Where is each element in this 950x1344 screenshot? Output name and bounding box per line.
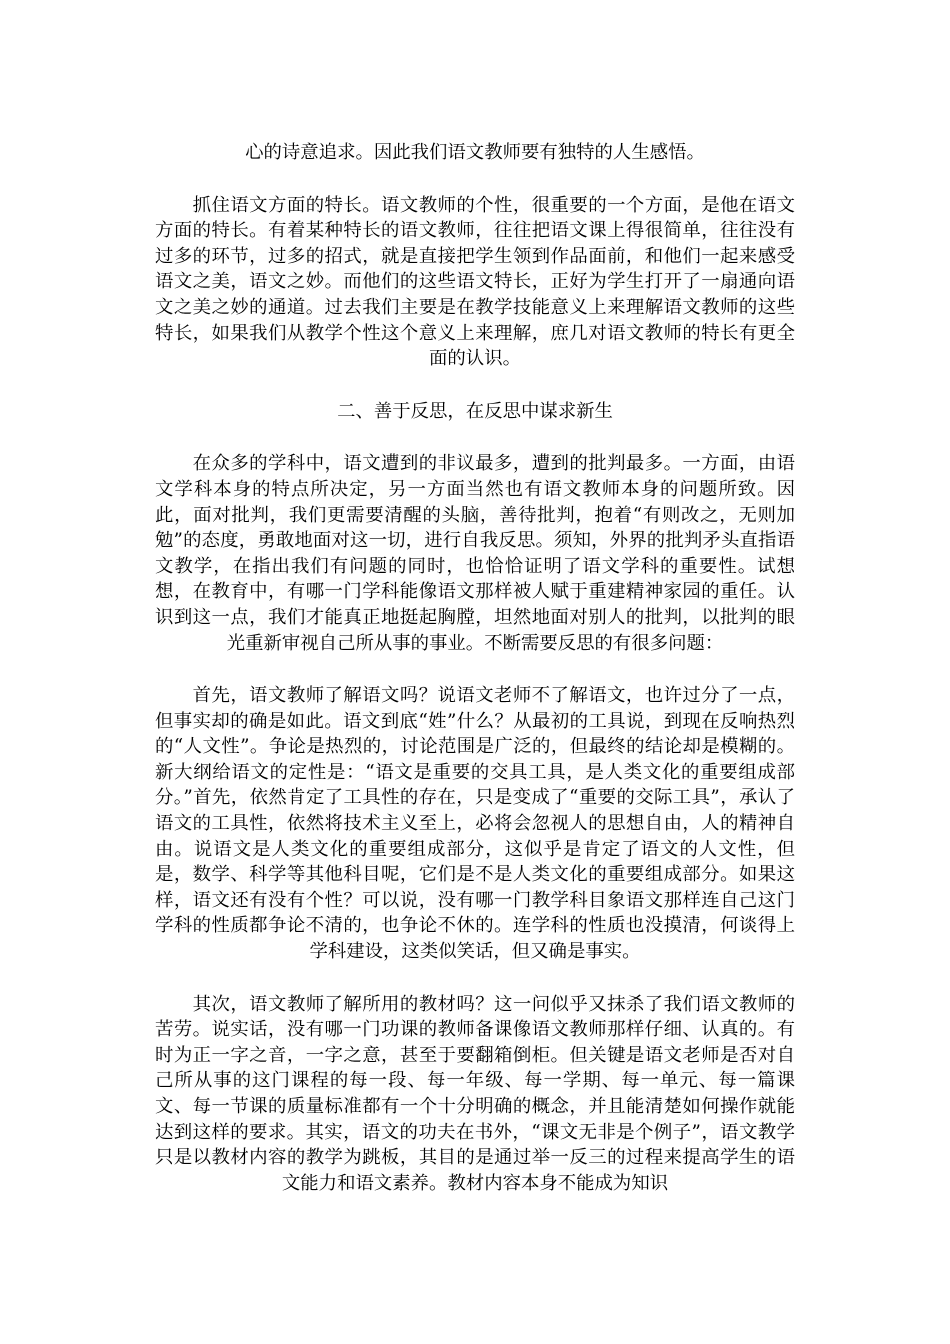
section-heading: 二、善于反思，在反思中谋求新生 bbox=[337, 400, 613, 422]
paragraph-first-question: 首先，语文教师了解语文吗？说语文老师不了解语文，也许过分了一点，但事实却的确是如此。语文到底“姓”什么？从最初的工具说，到现在反响热烈的“人文性”。争论是热烈的，讨论范围是广泛的，但最终的结论却是模糊的。新大纲给语文的定性是：“语文是重要的交具工具，是人类文化的重要组成部分。”首先，依然肯定了工具性的存在，只是变成了“重要的交际工具”，承认了语文的工具性，依然将技术主义至上，必将会忽视人的思想自由，人的精神自由。说语文是人类文化的重要组成部分，这似乎是肯定了语文的人文性，但是，数学、科学等其他科目呢，它们是不是人类文化的重要组成部分。如果这样，语文还有没有个性？可以说，没有哪一门教学科目象语文那样连自己这门学科的性质都争论不清的，也争论不休的。连学科的性质也没摸清，何谈得上学科建设，这类似笑话，但又确是事实。 bbox=[155, 685, 795, 963]
document-page bbox=[155, 140, 795, 1223]
paragraph-second-question: 其次，语文教师了解所用的教材吗？这一问似乎又抹杀了我们语文教师的苦劳。说实话，没有哪一门功课的教师备课像语文教师那样仔细、认真的。有时为正一字之音，一字之意，甚至于要翻箱倒柜。但关键是语文老师是否对自己所从事的这门课程的每一段、每一年级、每一学期、每一单元、每一篇课文、每一节课的质量标准都有一个十分明确的概念，并且能清楚如何操作就能达到这样的要求。其实，语文的功夫在书外，“课文无非是个例子”，语文教学只是以教材内容的教学为跳板，其目的是通过举一反三的过程来提高学生的语文能力和语文素养。教材内容本身不能成为知识 bbox=[155, 993, 795, 1194]
paragraph-language-specialty: 抓住语文方面的特长。语文教师的个性，很重要的一个方面，是他在语文方面的特长。有着某种特长的语文教师，往往把语文课上得很简单，往往没有过多的环节，过多的招式，就是直接把学生领到作品面前，和他们一起来感受语文之美，语文之妙。而他们的这些语文特长，正好为学生打开了一扇通向语文之美之妙的通道。过去我们主要是在教学技能意义上来理解语文教师的这些特长，如果我们从教学个性这个意义上来理解，庶几对语文教师的特长有更全面的认识。 bbox=[155, 194, 795, 370]
paragraph-continuation: 心的诗意追求。因此我们语文教师要有独特的人生感悟。 bbox=[245, 142, 705, 163]
paragraph-reflection: 在众多的学科中，语文遭到的非议最多，遭到的批判最多。一方面，由语文学科本身的特点所决定，另一方面当然也有语文教师本身的问题所致。因此，面对批判，我们更需要清醒的头脑，善待批判，抱着“有则改之，无则加勉”的态度，勇敢地面对这一切，进行自我反思。须知，外界的批判矛头直指语文教学，在指出我们有问题的同时，也恰恰证明了语文学科的重要性。试想想，在教育中，有哪一门学科能像语文那样被人赋于重建精神家园的重任。认识到这一点，我们才能真正地挺起胸膛，坦然地面对别人的批判，以批判的眼光重新审视自己所从事的事业。不断需要反思的有很多问题： bbox=[155, 453, 795, 654]
